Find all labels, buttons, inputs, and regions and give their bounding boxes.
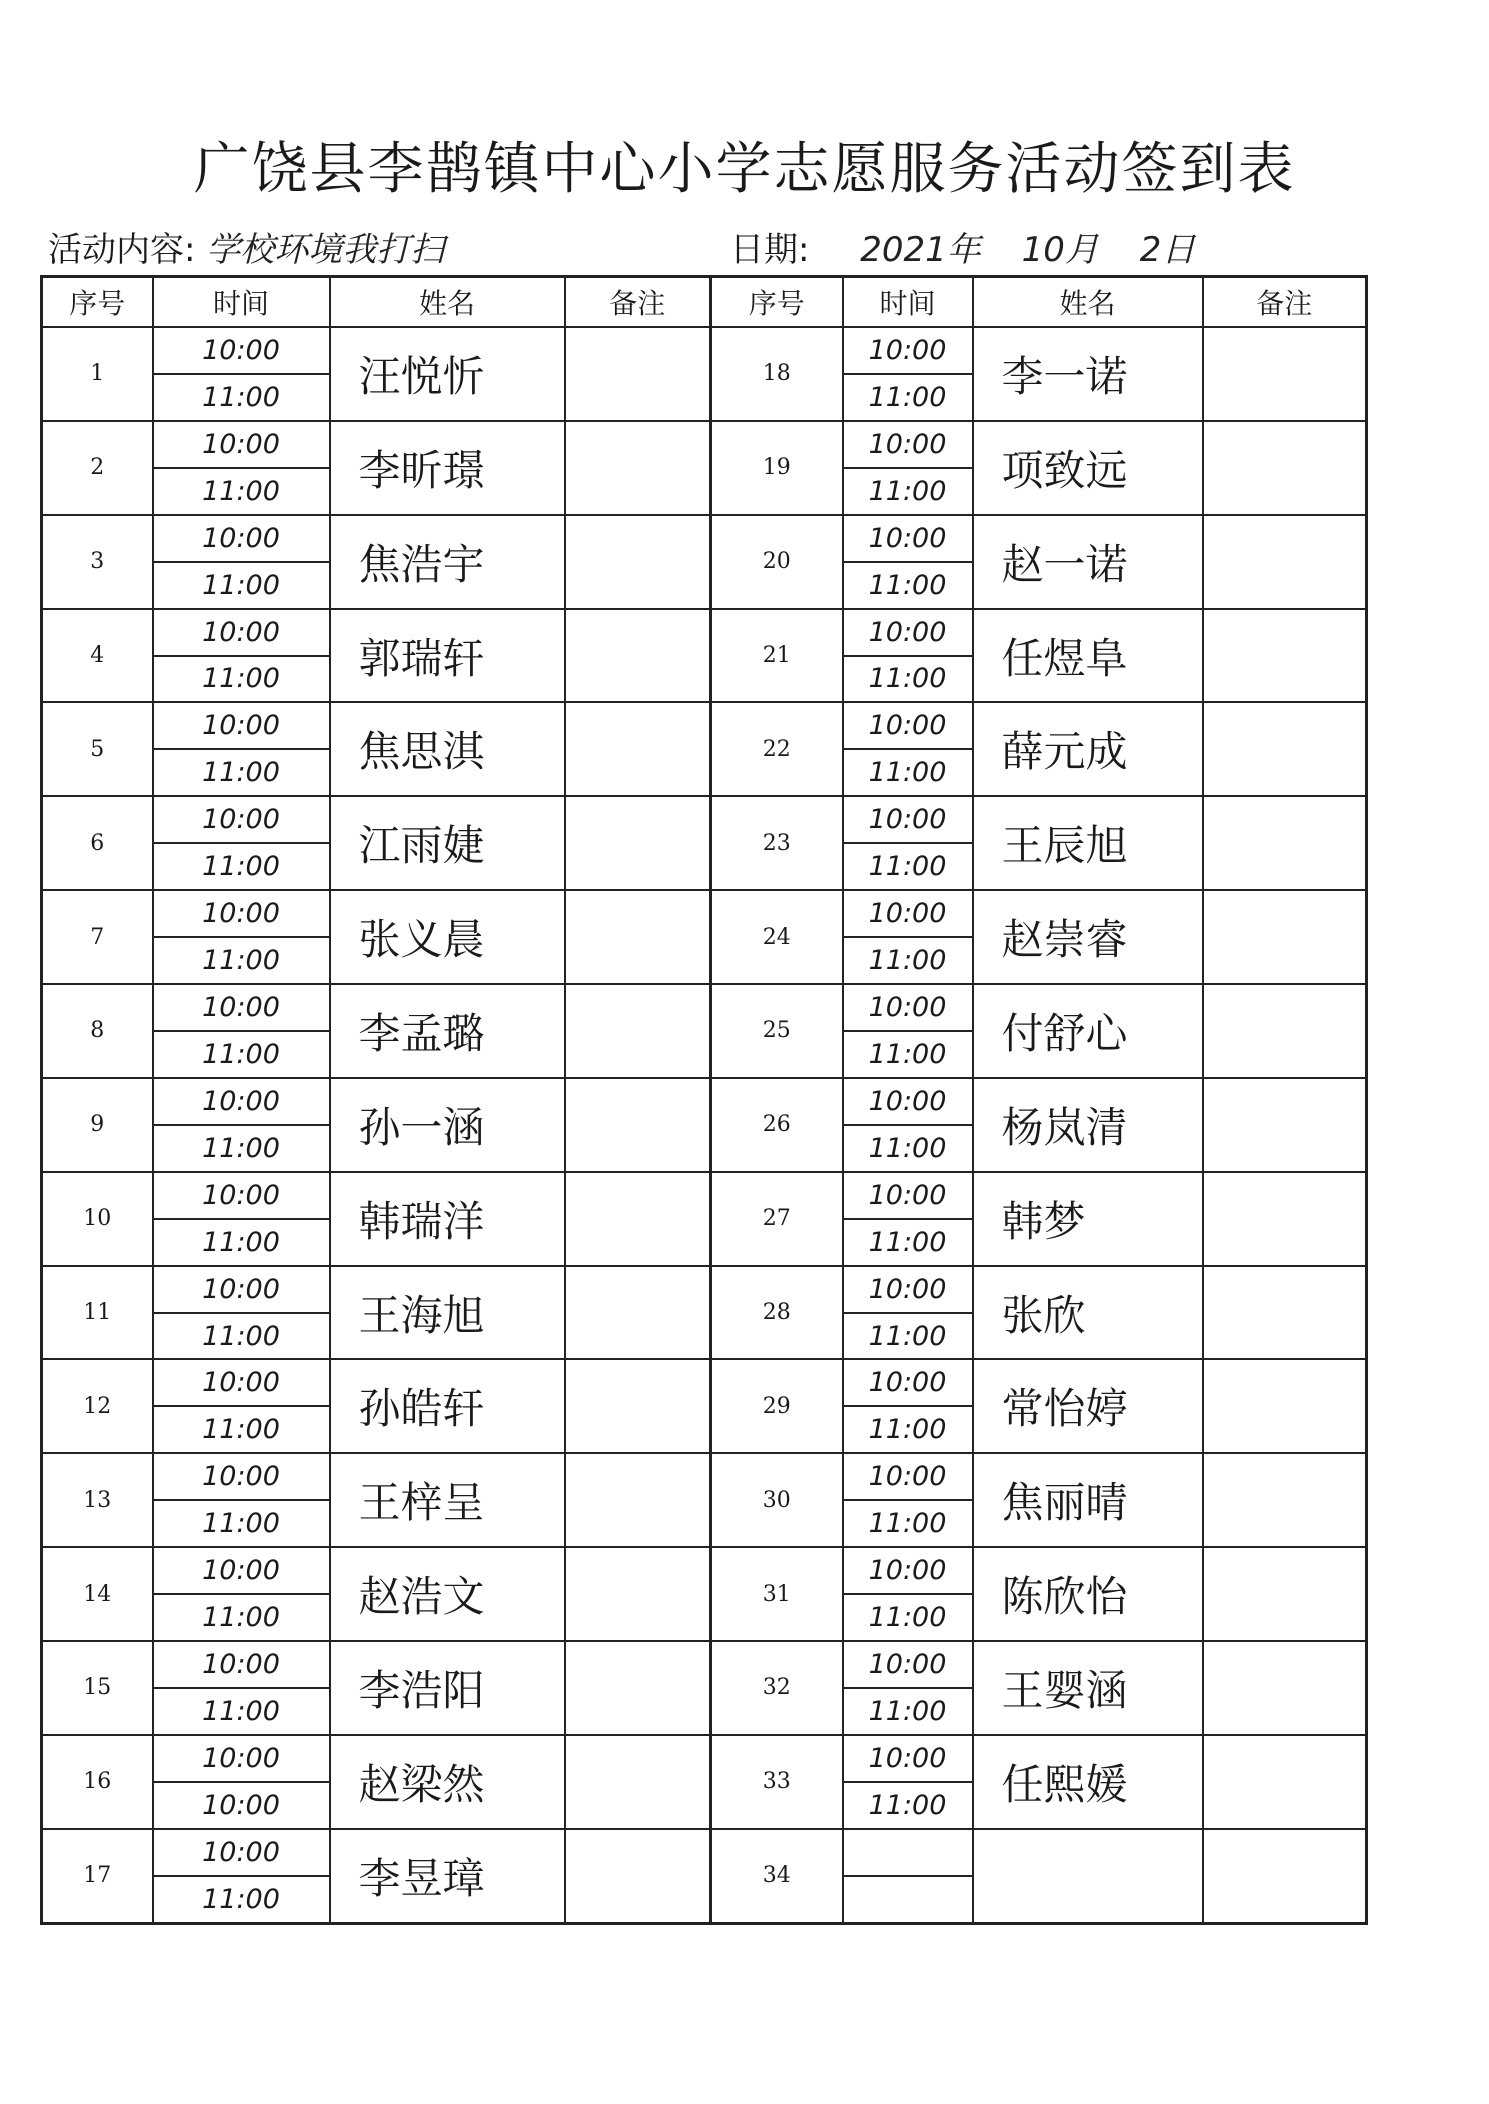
signature-cell: 江雨婕 xyxy=(330,796,565,890)
end-time: 11:00 xyxy=(202,1320,280,1352)
end-time: 10:00 xyxy=(202,1789,280,1821)
seq-cell: 9 xyxy=(42,1078,153,1172)
start-time: 10:00 xyxy=(844,1360,972,1407)
seq-cell: 4 xyxy=(42,609,153,703)
time-cell xyxy=(843,1266,973,1360)
seq-cell: 11 xyxy=(42,1266,153,1360)
seq-cell: 12 xyxy=(42,1359,153,1453)
page-title: 广饶县李鹊镇中心小学志愿服务活动签到表 xyxy=(193,137,1296,202)
time-cell xyxy=(153,327,330,421)
signature-cell: 赵浩文 xyxy=(330,1547,565,1641)
time-cell xyxy=(153,1735,330,1829)
time-pair xyxy=(844,1548,972,1640)
signature-cell: 汪悦忻 xyxy=(330,327,565,421)
start-time: 10:00 xyxy=(154,703,329,750)
sign-in-sheet xyxy=(40,275,1365,1925)
seq-cell: 34 xyxy=(711,1829,843,1924)
time-pair xyxy=(154,1173,329,1265)
signature-cell: 焦思淇 xyxy=(330,702,565,796)
note-cell xyxy=(565,609,711,703)
note-cell xyxy=(1203,1359,1367,1453)
note-cell xyxy=(565,1735,711,1829)
time-pair xyxy=(154,516,329,608)
start-time: 10:00 xyxy=(154,1548,329,1595)
seq-cell: 26 xyxy=(711,1078,843,1172)
note-cell xyxy=(1203,890,1367,984)
time-pair xyxy=(844,610,972,702)
signature-cell: 常怡婷 xyxy=(973,1359,1203,1453)
seq-cell: 28 xyxy=(711,1266,843,1360)
activity-value: 学校环境我打扫 xyxy=(206,230,445,270)
end-time: 11:00 xyxy=(202,1695,280,1727)
end-time: 11:00 xyxy=(202,945,280,977)
seq-cell: 22 xyxy=(711,702,843,796)
note-cell xyxy=(565,421,711,515)
time-cell xyxy=(153,1641,330,1735)
time-cell xyxy=(153,1078,330,1172)
note-cell xyxy=(1203,609,1367,703)
time-cell xyxy=(153,796,330,890)
date-row xyxy=(730,222,1195,271)
start-time: 10:00 xyxy=(844,422,972,469)
time-cell xyxy=(153,515,330,609)
table-row xyxy=(42,702,1367,796)
signature-cell: 李一诺 xyxy=(973,327,1203,421)
start-time: 10:00 xyxy=(844,1079,972,1126)
seq-cell: 13 xyxy=(42,1453,153,1547)
seq-cell: 15 xyxy=(42,1641,153,1735)
end-time: 11:00 xyxy=(202,1414,280,1446)
header-name-right: 姓名 xyxy=(973,277,1203,328)
seq-cell: 19 xyxy=(711,421,843,515)
time-cell xyxy=(843,1172,973,1266)
table-row xyxy=(42,1453,1367,1547)
note-cell xyxy=(1203,702,1367,796)
signature-cell: 韩梦 xyxy=(973,1172,1203,1266)
signature-cell: 赵梁然 xyxy=(330,1735,565,1829)
start-time: 10:00 xyxy=(844,1736,972,1783)
time-pair xyxy=(154,328,329,420)
note-cell xyxy=(565,1359,711,1453)
date-day: 2日 xyxy=(1139,230,1196,270)
seq-cell: 3 xyxy=(42,515,153,609)
start-time: 10:00 xyxy=(844,891,972,938)
seq-cell: 7 xyxy=(42,890,153,984)
signature-cell: 付舒心 xyxy=(973,984,1203,1078)
seq-cell: 21 xyxy=(711,609,843,703)
seq-cell: 20 xyxy=(711,515,843,609)
start-time: 10:00 xyxy=(154,1360,329,1407)
table-row xyxy=(42,1735,1367,1829)
note-cell xyxy=(565,515,711,609)
note-cell xyxy=(565,1453,711,1547)
note-cell xyxy=(565,796,711,890)
note-cell xyxy=(1203,984,1367,1078)
time-cell xyxy=(843,1078,973,1172)
signature-cell: 陈欣怡 xyxy=(973,1547,1203,1641)
time-cell xyxy=(153,1547,330,1641)
seq-cell: 18 xyxy=(711,327,843,421)
time-cell xyxy=(153,702,330,796)
signature-cell: 焦丽晴 xyxy=(973,1453,1203,1547)
time-pair xyxy=(154,797,329,889)
signature-cell: 王辰旭 xyxy=(973,796,1203,890)
time-pair xyxy=(844,1360,972,1452)
signature-cell: 李昱璋 xyxy=(330,1829,565,1924)
start-time: 10:00 xyxy=(844,1548,972,1595)
time-pair xyxy=(154,891,329,983)
time-cell xyxy=(153,984,330,1078)
table-row xyxy=(42,984,1367,1078)
time-pair xyxy=(844,703,972,795)
note-cell xyxy=(1203,1078,1367,1172)
time-pair xyxy=(844,1267,972,1359)
sign-in-table xyxy=(40,275,1368,1925)
note-cell xyxy=(1203,1735,1367,1829)
end-time: 11:00 xyxy=(868,1695,947,1727)
date-label: 日期: xyxy=(730,230,810,270)
start-time: 10:00 xyxy=(844,610,972,657)
note-cell xyxy=(1203,1453,1367,1547)
note-cell xyxy=(1203,1266,1367,1360)
end-time: 11:00 xyxy=(868,475,947,507)
time-cell xyxy=(153,421,330,515)
table-row xyxy=(42,796,1367,890)
end-time: 11:00 xyxy=(868,569,947,601)
end-time: 11:00 xyxy=(202,1132,280,1164)
table-row xyxy=(42,609,1367,703)
date-year: 2021年 xyxy=(860,230,981,270)
signature-cell: 项致远 xyxy=(973,421,1203,515)
signature-cell: 焦浩宇 xyxy=(330,515,565,609)
signature-cell: 李浩阳 xyxy=(330,1641,565,1735)
seq-cell: 31 xyxy=(711,1547,843,1641)
activity-label: 活动内容: xyxy=(48,230,196,270)
seq-cell: 8 xyxy=(42,984,153,1078)
end-time: 11:00 xyxy=(868,757,947,789)
start-time: 10:00 xyxy=(844,1642,972,1689)
start-time: 10:00 xyxy=(844,703,972,750)
note-cell xyxy=(565,1266,711,1360)
start-time: 10:00 xyxy=(154,891,329,938)
time-pair xyxy=(844,1642,972,1734)
end-time: 11:00 xyxy=(868,1508,947,1540)
table-row xyxy=(42,1641,1367,1735)
time-cell xyxy=(843,515,973,609)
note-cell xyxy=(1203,1172,1367,1266)
table-row xyxy=(42,1078,1367,1172)
start-time: 10:00 xyxy=(844,1454,972,1501)
end-time: 11:00 xyxy=(202,757,280,789)
end-time: 11:00 xyxy=(868,381,947,413)
time-pair xyxy=(154,1360,329,1452)
signature-cell: 韩瑞洋 xyxy=(330,1172,565,1266)
time-cell xyxy=(843,1641,973,1735)
end-time: 11:00 xyxy=(868,1132,947,1164)
table-row xyxy=(42,327,1367,421)
end-time: 11:00 xyxy=(868,1226,947,1258)
seq-cell: 2 xyxy=(42,421,153,515)
seq-cell: 17 xyxy=(42,1829,153,1924)
table-row xyxy=(42,1172,1367,1266)
time-cell xyxy=(843,1359,973,1453)
signature-cell: 任煜阜 xyxy=(973,609,1203,703)
note-cell xyxy=(1203,327,1367,421)
seq-cell: 6 xyxy=(42,796,153,890)
seq-cell: 14 xyxy=(42,1547,153,1641)
start-time: 10:00 xyxy=(154,1079,329,1126)
seq-cell: 29 xyxy=(711,1359,843,1453)
note-cell xyxy=(1203,1829,1367,1924)
time-cell xyxy=(153,1172,330,1266)
start-time: 10:00 xyxy=(154,610,329,657)
table-row xyxy=(42,1359,1367,1453)
end-time: 11:00 xyxy=(202,1508,280,1540)
end-time: 11:00 xyxy=(868,851,947,883)
end-time: 11:00 xyxy=(202,381,280,413)
note-cell xyxy=(565,1641,711,1735)
note-cell xyxy=(565,984,711,1078)
signature-cell: 赵一诺 xyxy=(973,515,1203,609)
seq-cell: 16 xyxy=(42,1735,153,1829)
end-time: 11:00 xyxy=(202,1883,280,1915)
start-time: 10:00 xyxy=(154,1454,329,1501)
time-pair xyxy=(844,422,972,514)
signature-cell: 杨岚清 xyxy=(973,1078,1203,1172)
note-cell xyxy=(565,1172,711,1266)
time-pair xyxy=(154,1267,329,1359)
signature-cell: 孙一涵 xyxy=(330,1078,565,1172)
start-time: 10:00 xyxy=(154,422,329,469)
table-row xyxy=(42,1547,1367,1641)
start-time: 10:00 xyxy=(844,1173,972,1220)
note-cell xyxy=(1203,515,1367,609)
time-pair xyxy=(844,1736,972,1828)
note-cell xyxy=(565,890,711,984)
header-seq-left: 序号 xyxy=(42,277,153,328)
end-time: 11:00 xyxy=(202,1226,280,1258)
time-cell xyxy=(843,796,973,890)
time-pair xyxy=(844,516,972,608)
seq-cell: 25 xyxy=(711,984,843,1078)
start-time: 10:00 xyxy=(844,1267,972,1314)
end-time: 11:00 xyxy=(868,1602,947,1634)
header-note-right: 备注 xyxy=(1203,277,1367,328)
time-cell xyxy=(843,1735,973,1829)
signature-cell: 张义晨 xyxy=(330,890,565,984)
header-time-right: 时间 xyxy=(843,277,973,328)
start-time: 10:00 xyxy=(844,985,972,1032)
signature-cell xyxy=(973,1829,1203,1924)
time-pair xyxy=(154,1830,329,1922)
start-time xyxy=(844,1830,972,1877)
end-time: 11:00 xyxy=(202,569,280,601)
note-cell xyxy=(1203,1641,1367,1735)
time-pair xyxy=(154,703,329,795)
note-cell xyxy=(565,327,711,421)
signature-cell: 薛元成 xyxy=(973,702,1203,796)
table-row xyxy=(42,421,1367,515)
time-cell xyxy=(153,1266,330,1360)
time-pair xyxy=(844,1830,972,1922)
time-cell xyxy=(843,702,973,796)
table-row xyxy=(42,1266,1367,1360)
note-cell xyxy=(1203,1547,1367,1641)
time-cell xyxy=(843,984,973,1078)
time-cell xyxy=(153,1453,330,1547)
time-pair xyxy=(154,985,329,1077)
header-row xyxy=(42,277,1367,328)
header-note-left: 备注 xyxy=(565,277,711,328)
time-pair xyxy=(154,610,329,702)
start-time: 10:00 xyxy=(154,1173,329,1220)
start-time: 10:00 xyxy=(154,1267,329,1314)
start-time: 10:00 xyxy=(154,328,329,375)
header-name-left: 姓名 xyxy=(330,277,565,328)
table-row xyxy=(42,890,1367,984)
time-pair xyxy=(154,1079,329,1171)
seq-cell: 5 xyxy=(42,702,153,796)
signature-cell: 孙皓轩 xyxy=(330,1359,565,1453)
start-time: 10:00 xyxy=(154,985,329,1032)
seq-cell: 23 xyxy=(711,796,843,890)
end-time: 11:00 xyxy=(868,663,947,695)
time-pair xyxy=(844,797,972,889)
time-pair xyxy=(154,1454,329,1546)
header-seq-right: 序号 xyxy=(711,277,843,328)
signature-cell: 张欣 xyxy=(973,1266,1203,1360)
signature-cell: 李孟璐 xyxy=(330,984,565,1078)
start-time: 10:00 xyxy=(154,1642,329,1689)
time-cell xyxy=(843,609,973,703)
time-cell xyxy=(843,1829,973,1924)
seq-cell: 30 xyxy=(711,1453,843,1547)
start-time: 10:00 xyxy=(844,516,972,563)
signature-cell: 赵崇睿 xyxy=(973,890,1203,984)
end-time: 11:00 xyxy=(202,851,280,883)
end-time: 11:00 xyxy=(202,475,280,507)
signature-cell: 李昕璟 xyxy=(330,421,565,515)
time-pair xyxy=(154,1548,329,1640)
time-cell xyxy=(153,1829,330,1924)
end-time: 11:00 xyxy=(868,1320,947,1352)
time-pair xyxy=(844,891,972,983)
seq-cell: 32 xyxy=(711,1641,843,1735)
header-time-left: 时间 xyxy=(153,277,330,328)
time-cell xyxy=(843,1453,973,1547)
end-time: 11:00 xyxy=(868,1414,947,1446)
end-time: 11:00 xyxy=(868,1789,947,1821)
end-time: 11:00 xyxy=(868,1038,947,1070)
time-cell xyxy=(153,1359,330,1453)
time-cell xyxy=(153,890,330,984)
note-cell xyxy=(565,702,711,796)
start-time: 10:00 xyxy=(154,797,329,844)
time-pair xyxy=(844,328,972,420)
time-pair xyxy=(154,1736,329,1828)
note-cell xyxy=(565,1078,711,1172)
seq-cell: 27 xyxy=(711,1172,843,1266)
time-pair xyxy=(844,1454,972,1546)
signature-cell: 王海旭 xyxy=(330,1266,565,1360)
start-time: 10:00 xyxy=(154,1830,329,1877)
start-time: 10:00 xyxy=(844,797,972,844)
end-time xyxy=(844,1877,972,1922)
note-cell xyxy=(1203,796,1367,890)
time-pair xyxy=(154,422,329,514)
signature-cell: 王婴涵 xyxy=(973,1641,1203,1735)
end-time: 11:00 xyxy=(868,945,947,977)
note-cell xyxy=(1203,421,1367,515)
end-time: 11:00 xyxy=(202,663,280,695)
time-cell xyxy=(843,890,973,984)
end-time: 11:00 xyxy=(202,1038,280,1070)
seq-cell: 33 xyxy=(711,1735,843,1829)
signature-cell: 郭瑞轩 xyxy=(330,609,565,703)
signature-cell: 王梓呈 xyxy=(330,1453,565,1547)
time-pair xyxy=(844,985,972,1077)
note-cell xyxy=(565,1829,711,1924)
activity-row xyxy=(48,222,444,271)
table-row xyxy=(42,515,1367,609)
start-time: 10:00 xyxy=(154,1736,329,1783)
seq-cell: 24 xyxy=(711,890,843,984)
time-pair xyxy=(844,1173,972,1265)
start-time: 10:00 xyxy=(844,328,972,375)
date-month: 10月 xyxy=(1021,230,1099,270)
start-time: 10:00 xyxy=(154,516,329,563)
table-row xyxy=(42,1829,1367,1924)
time-cell xyxy=(843,421,973,515)
time-cell xyxy=(843,327,973,421)
note-cell xyxy=(565,1547,711,1641)
seq-cell: 10 xyxy=(42,1172,153,1266)
time-pair xyxy=(844,1079,972,1171)
signature-cell: 任熙媛 xyxy=(973,1735,1203,1829)
end-time: 11:00 xyxy=(202,1602,280,1634)
seq-cell: 1 xyxy=(42,327,153,421)
time-pair xyxy=(154,1642,329,1734)
time-cell xyxy=(153,609,330,703)
time-cell xyxy=(843,1547,973,1641)
